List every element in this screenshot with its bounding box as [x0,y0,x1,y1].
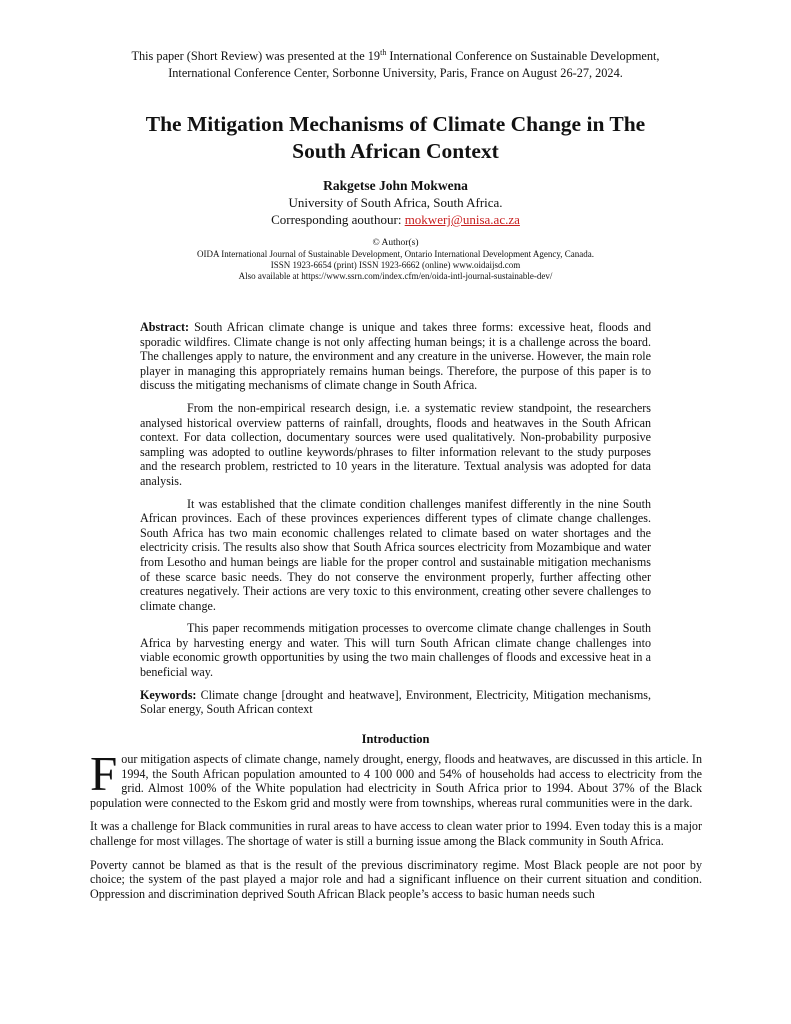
email-link[interactable]: mokwerj@unisa.ac.za [404,212,520,227]
conference-note-line2: International Conference Center, Sorbonne University, Paris, France on August 26-27, 2024. [168,66,623,81]
abstract-paragraph-4: This paper recommends mitigation processes to overcome climate change challenges in South Africa by harvesting energy and water. This will turn South African climate change challenges into viable economic growth opportunities by using the two main challenges of floods and excessive heat in a beneficial way. [140,621,651,680]
title-line2: South African Context [292,139,499,163]
copyright-block [120,238,671,282]
abstract-paragraph-1: Abstract: South African climate change is unique and takes three forms: excessive heat, floods and sporadic wildfires. Climate change is not only affecting human beings; it is a challenge across the board. The challenges apply to nature, the environment and any creature in the universe. However, the main role player in managing this appropriately remains human beings. Therefore, the purpose of this paper is to discuss the mitigating mechanisms of climate change in South Africa. [140,320,651,393]
corresponding-author: Corresponding aouthour: mokwerj@unisa.ac.za [271,212,520,227]
introduction-body [90,746,702,910]
drop-cap: F [90,746,118,801]
abstract-paragraph-3: It was established that the climate condition challenges manifest differently in the nine South African provinces. Each of these provinces experiences different types of climate change challenges. South Africa has two main economic challenges related to climate based on water shortages and the electricity crisis. The results also show that South Africa sources electricity from Mozambique and water from Lesotho and human beings are liable for the proper control and sustainable mitigation mechanisms of these scarce basic needs. They do not conserve the environment properly, further affecting other creatures negatively. Their actions are very toxic to this environment, creating other severe challenges to climate change. [140,496,651,613]
intro-paragraph-2: It was a challenge for Black communities in rural areas to have access to clean water prior to 1994. Even today this is a major challenge for most villages. The shortage of water is still a burning issue among the Black community in South Africa. [90,819,702,848]
issn-line: ISSN 1923-6654 (print) ISSN 1923-6662 (online) www.oidaijsd.com [270,260,521,270]
abstract-section [140,320,651,725]
title-line1: The Mitigation Mechanisms of Climate Change in The [145,112,646,136]
introduction-heading: Introduction [361,732,430,746]
author-block [120,177,671,228]
intro-paragraph-1: Four mitigation aspects of climate change, namely drought, energy, floods and heatwaves, are discussed in this article. In 1994, the South African population amounted to 4 100 000 and 54% of households had access to electricity from the grid. Almost 100% of the White population had electricity in South Africa prior to 1994. About 37% of the Black population were connected to the Eskom grid and mostly were from townships, whereas rural communities were in the dark. [90,746,702,810]
abstract-paragraph-2: From the non-empirical research design, i.e. a systematic review standpoint, the researchers analysed historical overview patterns of rainfall, droughts, floods and heatwaves in the South African context. For data collection, documentary sources were used qualitatively. Non-probability purposive sampling was adopted to outline keywords/phrases to filter information relevant to the study purposes and the research problem, restricted to 10 years in the literature. Textual analysis was adopted for data analysis. [140,400,651,488]
abstract-label: Abstract: [140,320,190,334]
conference-note-line1: This paper (Short Review) was presented at the 19th International Conference on Sustainable Development, [131,48,660,64]
author-affiliation: University of South Africa, South Africa. [288,195,503,210]
paper-title [90,111,701,165]
copyright-line: © Author(s) [372,238,419,248]
keywords-label: Keywords: [140,687,197,702]
conference-note [90,44,701,82]
availability-line: Also available at https://www.ssrn.com/index.cfm/en/oida-intl-journal-sustainable-dev/ [238,271,553,281]
keywords-paragraph: Keywords: Climate change [drought and heatwave], Environment, Electricity, Mitigation mechanisms, Solar energy, South African context [140,687,651,717]
intro-paragraph-3: Poverty cannot be blamed as that is the result of the previous discriminatory regime. Most Black people are not poor by choice; the system of the past played a major role and had a significant influence on their current situation and condition. Oppression and discrimination deprived South African Black people’s access to basic human needs such [90,857,702,901]
journal-line: OIDA International Journal of Sustainable Development, Ontario International Development Agency, Canada. [196,249,595,259]
ordinal-suffix: th [380,48,387,57]
author-name: Rakgetse John Mokwena [323,178,468,193]
